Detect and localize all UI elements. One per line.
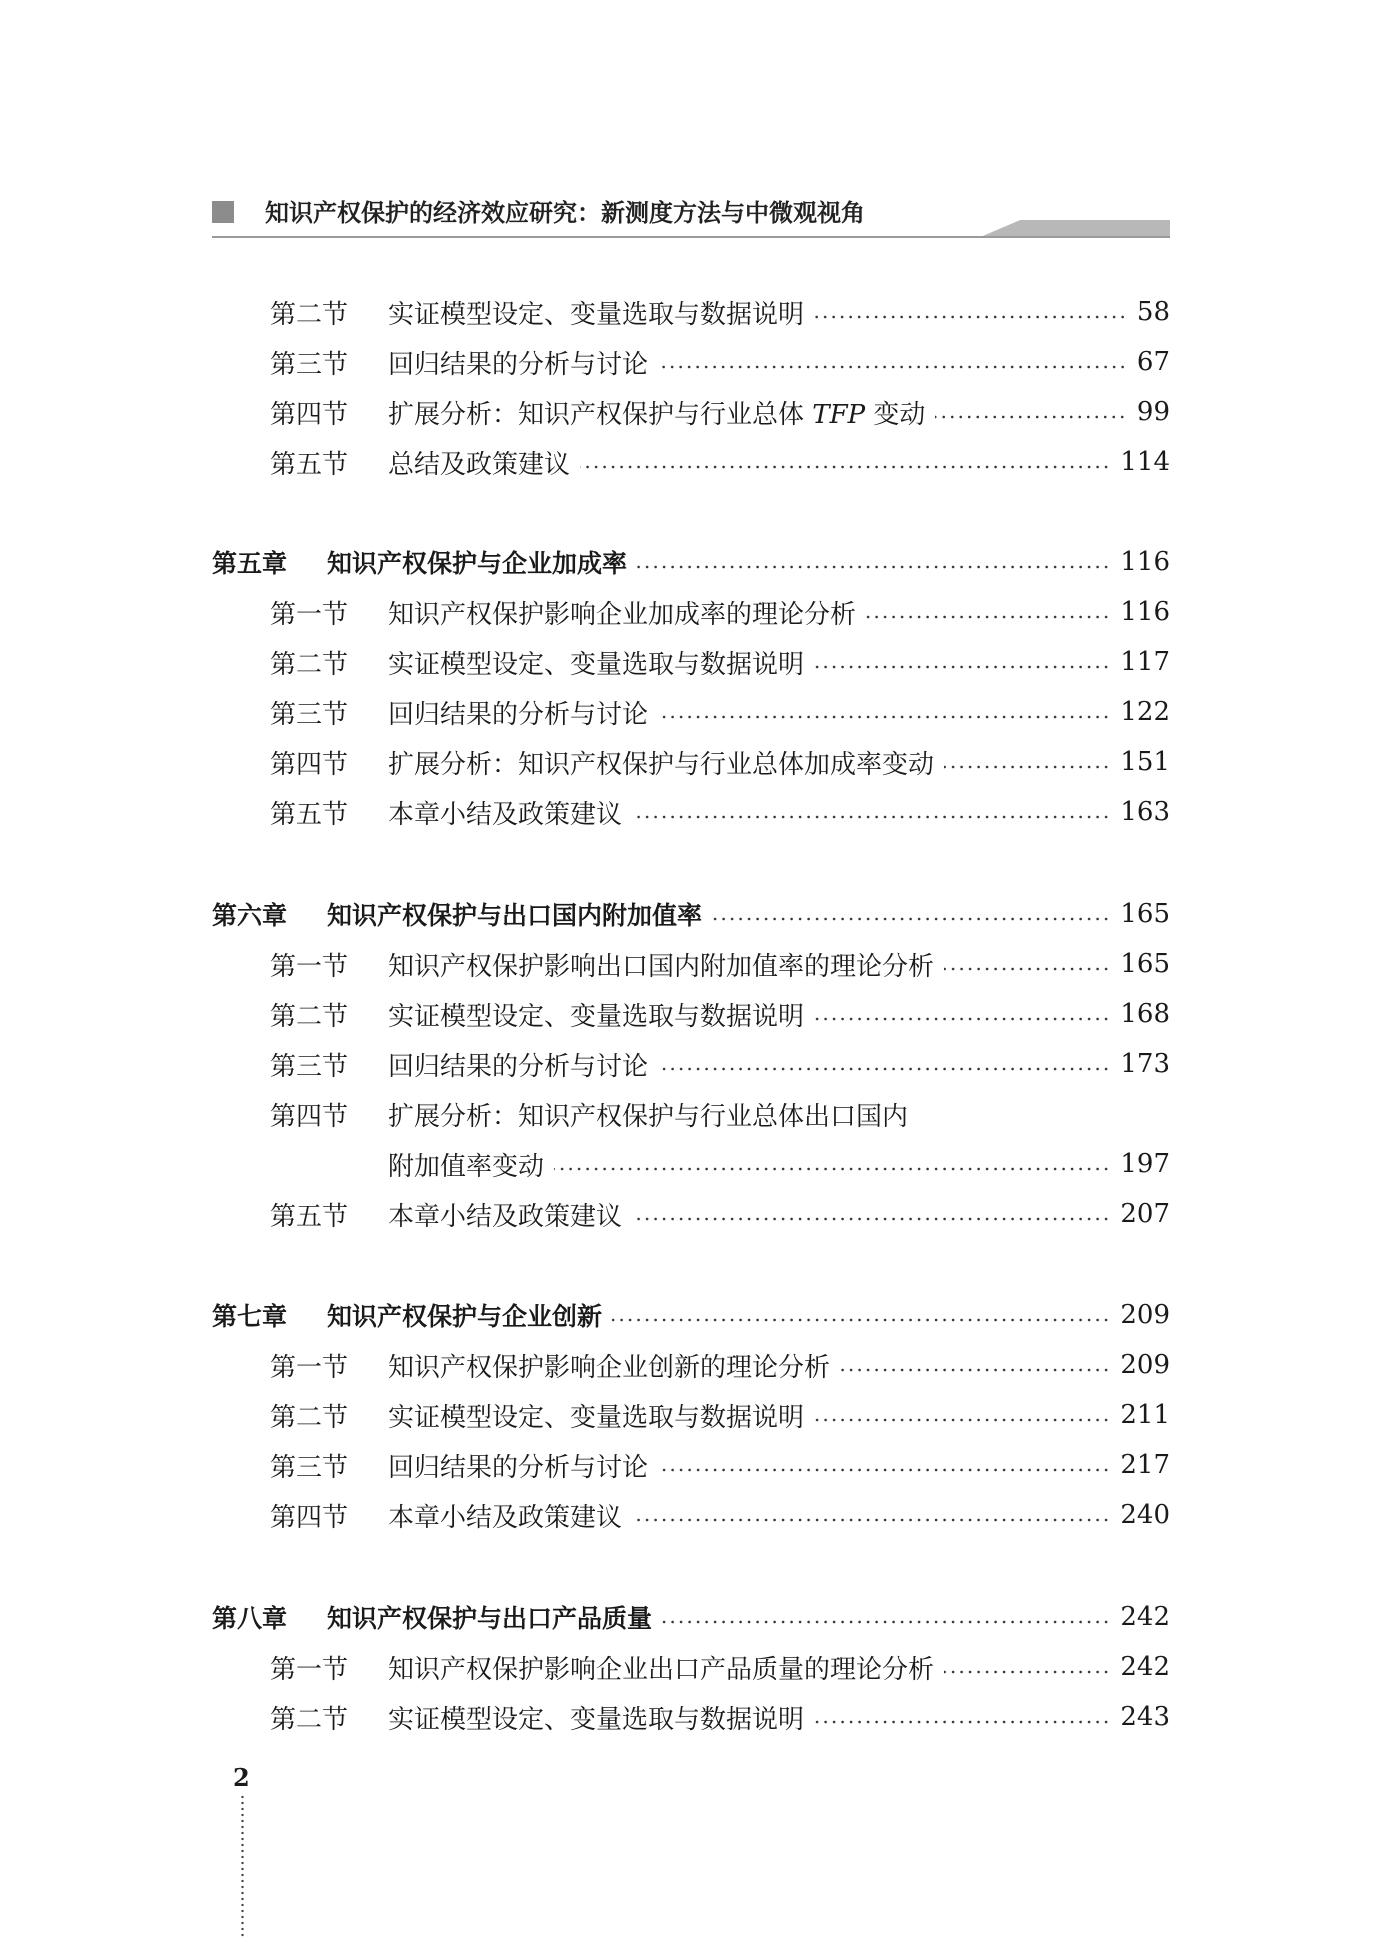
page-number: 242 [1120,1652,1170,1682]
chapter-title: 知识产权保护与企业创新 [327,1302,603,1331]
page-number: 99 [1136,397,1170,427]
section-label: 第四节 [270,399,349,430]
page-number: 116 [1120,597,1170,627]
toc-entry-section[interactable] [270,943,1170,985]
section-title: 回归结果的分析与讨论 [388,1051,649,1082]
page-number: 163 [1120,797,1170,827]
section-label: 第二节 [270,299,349,330]
dot-leader [944,967,1110,971]
page-number: 122 [1120,697,1170,727]
dot-leader [632,1518,1110,1522]
section-label: 第二节 [270,1704,349,1735]
toc-entry-section[interactable] [270,591,1170,633]
section-label: 第一节 [270,599,349,630]
page-number: 173 [1120,1049,1170,1079]
toc-entry-section[interactable] [270,1696,1170,1738]
section-title: 回归结果的分析与讨论 [388,699,649,730]
page-number: 243 [1120,1702,1170,1732]
section-title: 总结及政策建议 [388,449,571,480]
section-title: 回归结果的分析与讨论 [388,1452,649,1483]
dot-leader [866,615,1110,619]
dot-leader [814,315,1127,319]
section-title: 实证模型设定、变量选取与数据说明 [388,649,805,680]
page-number: 209 [1120,1300,1170,1330]
section-label: 第三节 [270,349,349,380]
toc-entry-section[interactable] [270,1646,1170,1688]
toc-entry-section[interactable] [270,641,1170,683]
section-label: 第一节 [270,1654,349,1685]
dot-leader [944,765,1110,769]
page-number: 165 [1120,899,1170,929]
page-number: 209 [1120,1350,1170,1380]
dot-leader [840,1368,1110,1372]
chapter-label: 第七章 [212,1302,288,1331]
header-marker [212,201,234,223]
page-number: 168 [1120,999,1170,1029]
page-number: 242 [1120,1602,1170,1632]
section-label: 第五节 [270,799,349,830]
section-label: 第二节 [270,1402,349,1433]
toc-entry-section[interactable] [270,1394,1170,1436]
section-title: 扩展分析：知识产权保护与行业总体出口国内 [388,1101,909,1132]
section-label: 第一节 [270,951,349,982]
toc-entry-continuation[interactable] [388,1143,1170,1185]
dot-leader [814,1017,1110,1021]
section-title: 实证模型设定、变量选取与数据说明 [388,1402,805,1433]
dot-leader [632,1217,1110,1221]
page-number: 217 [1120,1450,1170,1480]
section-label: 第三节 [270,699,349,730]
header-rule [212,236,1170,238]
toc-entry-chapter[interactable] [212,893,1170,935]
margin-dotted-line [241,1794,244,1938]
section-label: 第二节 [270,649,349,680]
page-number: 211 [1120,1400,1170,1430]
toc-entry-section[interactable] [270,791,1170,833]
dot-leader [580,465,1110,469]
section-title: 扩展分析：知识产权保护与行业总体加成率变动 [388,749,935,780]
section-title: 知识产权保护影响企业创新的理论分析 [388,1352,831,1383]
chapter-title: 知识产权保护与出口国内附加值率 [327,901,703,930]
section-label: 第五节 [270,1201,349,1232]
toc-entry-section[interactable] [270,1193,1170,1235]
dot-leader [814,1720,1110,1724]
dot-leader [658,365,1127,369]
page-number: 114 [1120,447,1170,477]
toc-entry-section[interactable] [270,993,1170,1035]
section-title-part: 变动 [865,399,926,430]
dot-leader [935,415,1126,419]
page-number: 67 [1136,347,1170,377]
page-number: 207 [1120,1199,1170,1229]
section-title: 知识产权保护影响企业加成率的理论分析 [388,599,857,630]
toc-entry-section[interactable] [270,1494,1170,1536]
dot-leader [944,1670,1110,1674]
section-title: 本章小结及政策建议 [388,799,623,830]
section-title: 本章小结及政策建议 [388,1201,623,1232]
section-label: 第一节 [270,1352,349,1383]
page-number: 165 [1120,949,1170,979]
section-label: 第四节 [270,1101,349,1132]
section-title: 实证模型设定、变量选取与数据说明 [388,1001,805,1032]
section-title: 回归结果的分析与讨论 [388,349,649,380]
toc-entry-section[interactable] [270,391,1170,433]
toc-entry-section[interactable] [270,1093,908,1135]
page-number: 240 [1120,1500,1170,1530]
section-title-part: 扩展分析：知识产权保护与行业总体 [388,399,813,430]
dot-leader [814,1418,1110,1422]
toc-entry-chapter[interactable] [212,1596,1170,1638]
toc-entry-section[interactable] [270,341,1170,383]
dot-leader [658,1468,1110,1472]
chapter-label: 第五章 [212,549,288,578]
chapter-title: 知识产权保护与企业加成率 [327,549,628,578]
toc-entry-section[interactable] [270,1344,1170,1386]
section-title: 本章小结及政策建议 [388,1502,623,1533]
section-label: 第三节 [270,1051,349,1082]
page-number: 116 [1120,547,1170,577]
running-header-title: 知识产权保护的经济效应研究：新测度方法与中微观视角 [265,199,865,227]
chapter-title: 知识产权保护与出口产品质量 [327,1604,653,1633]
page-number: 197 [1120,1149,1170,1179]
dot-leader [814,665,1110,669]
dot-leader [637,565,1110,569]
toc-entry-section[interactable] [270,441,1170,483]
section-title: 知识产权保护影响出口国内附加值率的理论分析 [388,951,935,982]
toc-entry-section[interactable] [270,1444,1170,1486]
section-title: 实证模型设定、变量选取与数据说明 [388,299,805,330]
section-title-continued: 附加值率变动 [388,1151,545,1182]
section-title-emphasis: TFP [812,399,866,430]
toc-entry-section[interactable] [270,1043,1170,1085]
toc-entry-section[interactable] [270,691,1170,733]
page-number: 151 [1120,747,1170,777]
toc-entry-chapter[interactable] [212,541,1170,583]
section-title: 知识产权保护影响企业出口产品质量的理论分析 [388,1654,935,1685]
section-label: 第四节 [270,749,349,780]
dot-leader [662,1620,1110,1624]
toc-entry-section[interactable] [270,291,1170,333]
dot-leader [612,1318,1110,1322]
section-label: 第四节 [270,1502,349,1533]
toc-entry-chapter[interactable] [212,1294,1170,1336]
chapter-label: 第六章 [212,901,288,930]
dot-leader [712,917,1110,921]
chapter-label: 第八章 [212,1604,288,1633]
section-label: 第二节 [270,1001,349,1032]
dot-leader [658,715,1110,719]
toc-entry-section[interactable] [270,741,1170,783]
section-title: 实证模型设定、变量选取与数据说明 [388,1704,805,1735]
folio-page-number: 2 [233,1763,250,1792]
section-title [388,394,925,431]
page-number: 58 [1136,297,1170,327]
dot-leader [632,815,1110,819]
dot-leader [554,1167,1110,1171]
dot-leader [658,1067,1110,1071]
section-label: 第五节 [270,449,349,480]
page-number: 117 [1120,647,1170,677]
section-label: 第三节 [270,1452,349,1483]
